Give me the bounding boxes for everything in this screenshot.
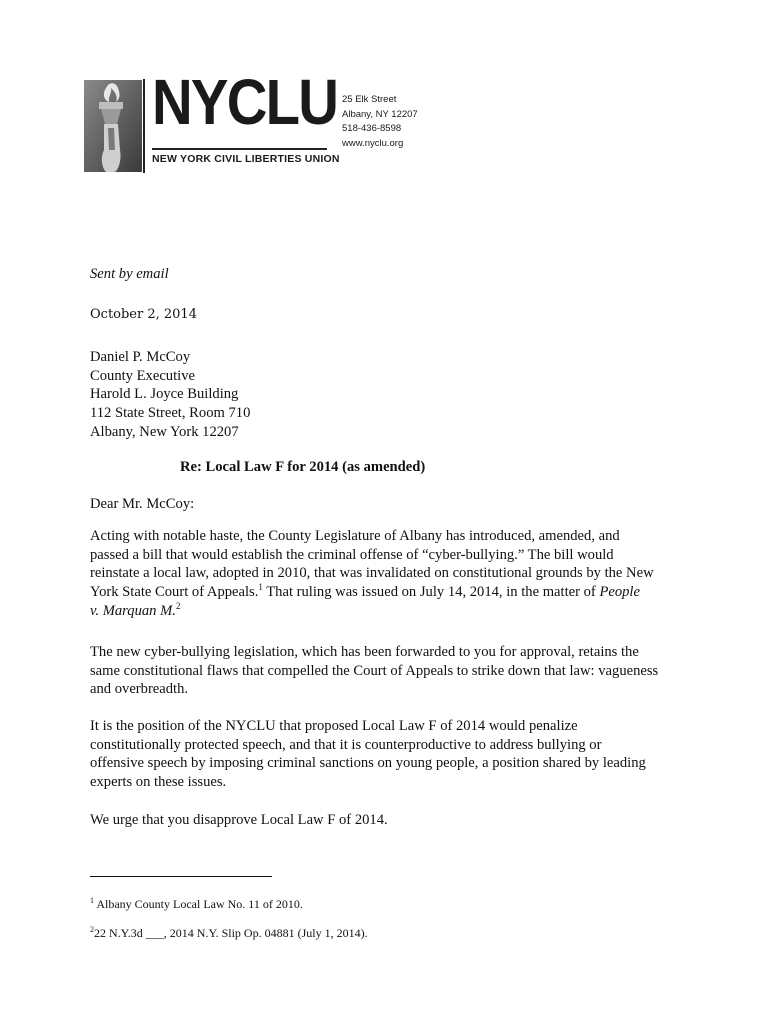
address-phone: 518-436-8598 (342, 123, 402, 134)
p2-line: and overbreadth. (90, 681, 189, 698)
p1-text: That ruling was issued on July 14, 2014, in the matter of (262, 584, 600, 601)
recipient-city: Albany, New York 12207 (90, 423, 239, 440)
recipient-block (90, 348, 250, 442)
footnote-text: 22 N.Y.3d ___, 2014 N.Y. Slip Op. 04881 (July 1, 2014). (94, 926, 368, 940)
delivery-note: Sent by email (90, 266, 169, 282)
p1-text: York State Court of Appeals. (90, 584, 259, 601)
p1-line: reinstate a local law, adopted in 2010, that was invalidated on constitutional grounds by the New (90, 565, 654, 582)
p3-line: offensive speech by imposing criminal sanctions on young people, a position shared by leading (90, 755, 646, 772)
case-name-italic: People (599, 584, 640, 601)
recipient-title: County Executive (90, 367, 195, 384)
recipient-building: Harold L. Joyce Building (90, 386, 239, 403)
paragraph-3 (90, 717, 690, 792)
p1-line (90, 583, 690, 602)
org-logo-wordmark: NYCLU (152, 66, 338, 138)
address-city: Albany, NY 12207 (342, 108, 418, 120)
subject-line: Re: Local Law F for 2014 (as amended) (180, 459, 426, 475)
address-web: www.nyclu.org (342, 137, 404, 149)
footnote-2 (90, 926, 368, 940)
footnote-ref-2[interactable]: 2 (175, 600, 181, 611)
p1-line: Acting with notable haste, the County Legislature of Albany has introduced, amended, and (90, 528, 620, 544)
p3-line: It is the position of the NYCLU that proposed Local Law F of 2014 would penalize (90, 718, 578, 734)
letterhead-address (342, 93, 418, 151)
recipient-name: Daniel P. McCoy (90, 349, 191, 365)
salutation: Dear Mr. McCoy: (90, 496, 195, 512)
paragraph-4: We urge that you disapprove Local Law F of 2014. (90, 812, 388, 828)
address-street: 25 Elk Street (342, 94, 397, 105)
footnote-ref-1[interactable]: 1 (258, 582, 263, 593)
paragraph-1 (90, 527, 690, 621)
paragraph-2 (90, 643, 690, 699)
org-full-name: NEW YORK CIVIL LIBERTIES UNION (152, 153, 340, 165)
logo-divider (143, 79, 145, 173)
p1-line (90, 602, 690, 621)
p3-line: experts on these issues. (90, 774, 227, 791)
recipient-street: 112 State Street, Room 710 (90, 405, 251, 422)
footnote-text: Albany County Local Law No. 11 of 2010. (94, 897, 303, 911)
p2-line: The new cyber-bullying legislation, which has been forwarded to you for approval, retains the (90, 644, 639, 660)
logo-underline (152, 148, 327, 150)
p1-line: passed a bill that would establish the criminal offense of “cyber-bullying.” The bill would (90, 546, 614, 563)
statue-of-liberty-torch-logo (84, 80, 142, 172)
case-name-italic: v. Marquan M. (90, 602, 176, 619)
footnote-mark: 1 (90, 896, 94, 905)
p2-line: same constitutional flaws that compelled the Court of Appeals to strike down that law: vagueness (90, 662, 659, 679)
footnote-mark: 2 (90, 925, 94, 934)
letter-date: October 2, 2014 (90, 307, 197, 322)
footnote-1 (90, 897, 303, 911)
p3-line: constitutionally protected speech, and that it is counterproductive to address bullying or (90, 736, 602, 753)
footnote-divider (90, 876, 272, 877)
